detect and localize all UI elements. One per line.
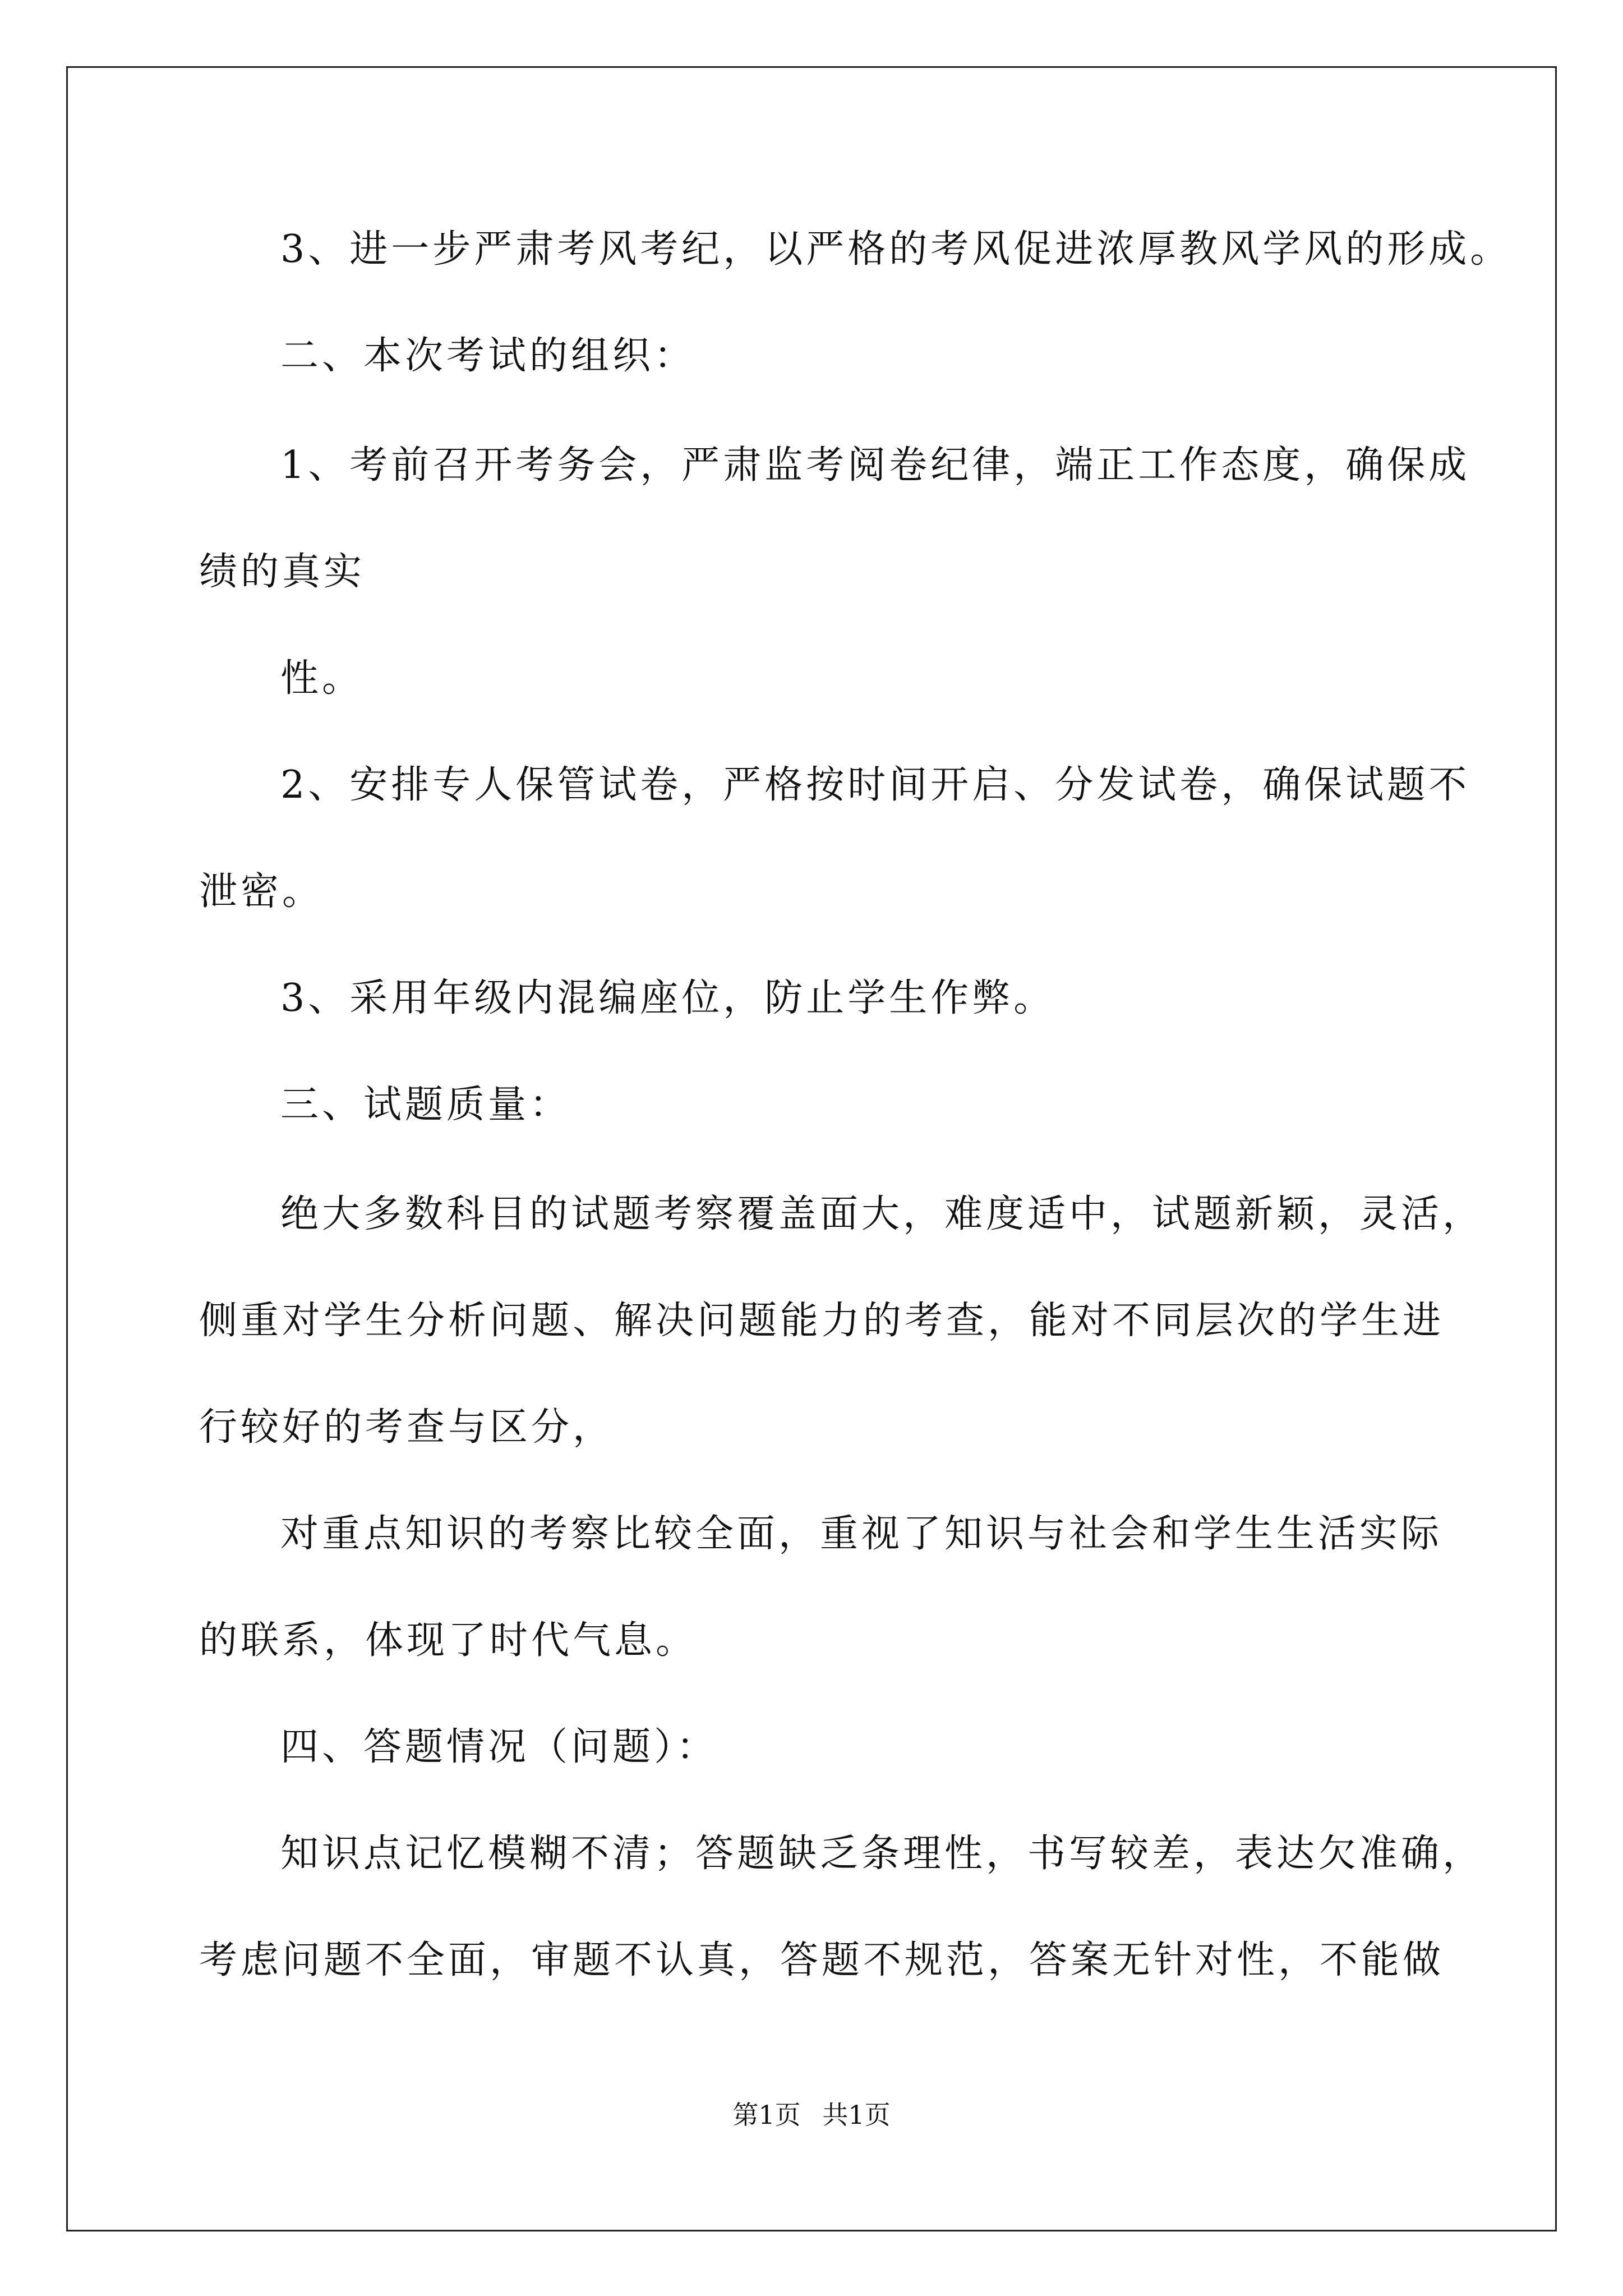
paragraph-line: 2、安排专人保管试卷，严格按时间开启、分发试卷，确保试题不: [280, 763, 1470, 807]
page-footer: [0, 2098, 1623, 2132]
paragraph-line: 的联系，体现了时代气息。: [199, 1618, 698, 1663]
paragraph-line: 绝大多数科目的试题考察覆盖面大，难度适中，试题新颖，灵活，: [280, 1192, 1484, 1236]
paragraph-line: 知识点记忆模糊不清；答题缺乏条理性，书写较差，表达欠准确，: [280, 1832, 1484, 1876]
section-heading: 二、本次考试的组织：: [280, 334, 696, 378]
paragraph-line: 考虑问题不全面，审题不认真，答题不规范，答案无针对性，不能做: [199, 1938, 1445, 1982]
paragraph-line: 3、进一步严肃考风考纪，以严格的考风促进浓厚教风学风的形成。: [280, 227, 1512, 272]
paragraph-line: 1、考前召开考务会，严肃监考阅卷纪律，端正工作态度，确保成: [280, 443, 1470, 487]
paragraph-line: 对重点知识的考察比较全面，重视了知识与社会和学生生活实际: [280, 1512, 1443, 1556]
section-heading: 三、试题质量：: [280, 1083, 571, 1127]
paragraph-line: 绩的真实: [199, 550, 366, 594]
section-heading: 四、答题情况（问题）：: [280, 1725, 718, 1769]
paragraph-line: 行较好的考查与区分，: [199, 1405, 615, 1450]
page-total: 共1页: [822, 2100, 891, 2130]
paragraph-line: 侧重对学生分析问题、解决问题能力的考查，能对不同层次的学生进: [199, 1299, 1445, 1343]
paragraph-line: 3、采用年级内混编座位，防止学生作弊。: [280, 976, 1055, 1020]
paragraph-line: 性。: [280, 656, 364, 701]
page-number: 第1页: [732, 2100, 801, 2130]
page-border: [66, 66, 1557, 2231]
paragraph-line: 泄密。: [199, 869, 324, 914]
